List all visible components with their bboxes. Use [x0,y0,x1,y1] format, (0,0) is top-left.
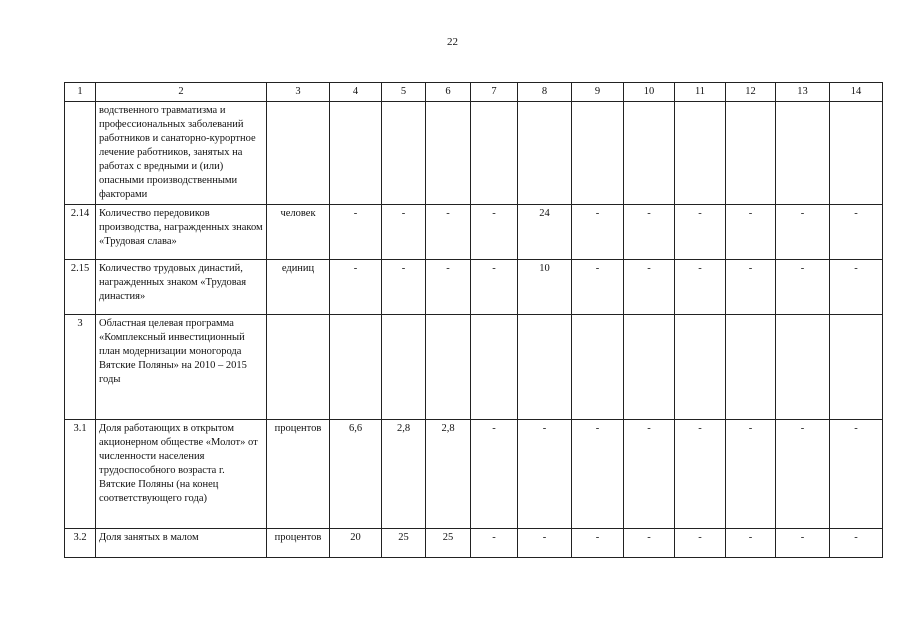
value-cell: - [426,205,471,260]
value-cell [518,102,572,205]
value-cell: - [830,260,883,315]
value-cell [624,102,675,205]
value-cell: - [471,260,518,315]
value-cell [675,102,726,205]
value-cell: - [776,205,830,260]
value-cell: - [726,260,776,315]
header-cell: 6 [426,83,471,102]
value-cell: - [776,529,830,558]
row-number: 3.2 [65,529,96,558]
value-cell: 2,8 [382,420,426,529]
row-unit: человек [267,205,330,260]
value-cell: 25 [382,529,426,558]
value-cell: - [471,205,518,260]
header-cell: 14 [830,83,883,102]
row-number: 3.1 [65,420,96,529]
value-cell: - [675,529,726,558]
value-cell: 10 [518,260,572,315]
value-cell: - [382,205,426,260]
row-unit [267,315,330,420]
row-description: Областная целевая программа «Комплексный инвестиционный план модернизации моногорода Вятские Поляны» на 2010 – 2015 годы [96,315,267,420]
value-cell: - [726,420,776,529]
table-row [65,205,883,260]
value-cell: - [471,420,518,529]
value-cell [382,102,426,205]
header-cell: 7 [471,83,518,102]
value-cell: - [382,260,426,315]
value-cell [330,102,382,205]
value-cell: - [830,420,883,529]
table-row [65,315,883,420]
header-cell: 13 [776,83,830,102]
header-cell: 11 [675,83,726,102]
value-cell: - [624,420,675,529]
value-cell [776,315,830,420]
row-number: 3 [65,315,96,420]
value-cell: - [330,260,382,315]
row-description: Доля занятых в малом [96,529,267,558]
header-row [65,83,883,102]
row-description: водственного травматизма и профессиональных заболеваний работников и санаторно-курортное лечение работников, занятых на работах с вредными и (или) опасными производственными факторами [96,102,267,205]
value-cell: - [675,205,726,260]
value-cell: - [675,420,726,529]
header-cell: 2 [96,83,267,102]
value-cell [830,102,883,205]
value-cell: - [830,529,883,558]
value-cell [572,102,624,205]
value-cell: - [726,205,776,260]
table-row [65,529,883,558]
value-cell: - [471,529,518,558]
header-cell: 8 [518,83,572,102]
row-description: Доля работающих в открытом акционерном обществе «Молот» от численности населения трудоспособного возраста г. Вятские Поляны (на конец соответствующего года) [96,420,267,529]
page-number: 22 [447,36,458,48]
value-cell: - [426,260,471,315]
value-cell: 2,8 [426,420,471,529]
header-cell: 1 [65,83,96,102]
header-cell: 9 [572,83,624,102]
row-unit: процентов [267,420,330,529]
row-description: Количество передовиков производства, награжденных знаком «Трудовая слава» [96,205,267,260]
value-cell: 24 [518,205,572,260]
value-cell: - [675,260,726,315]
value-cell [830,315,883,420]
table-row [65,102,883,205]
value-cell: - [572,205,624,260]
value-cell: - [776,260,830,315]
value-cell [624,315,675,420]
row-unit: процентов [267,529,330,558]
value-cell: 20 [330,529,382,558]
value-cell [382,315,426,420]
value-cell: - [624,205,675,260]
indicators-table [64,82,883,558]
value-cell: - [572,529,624,558]
value-cell: 6,6 [330,420,382,529]
value-cell [471,315,518,420]
value-cell [572,315,624,420]
value-cell: - [572,420,624,529]
header-cell: 5 [382,83,426,102]
header-cell: 4 [330,83,382,102]
value-cell [726,315,776,420]
value-cell [426,315,471,420]
value-cell: - [726,529,776,558]
value-cell: - [624,260,675,315]
value-cell [471,102,518,205]
value-cell: - [572,260,624,315]
header-cell: 10 [624,83,675,102]
row-unit: единиц [267,260,330,315]
value-cell [330,315,382,420]
value-cell [776,102,830,205]
header-cell: 3 [267,83,330,102]
row-number: 2.14 [65,205,96,260]
row-description: Количество трудовых династий, награжденных знаком «Трудовая династия» [96,260,267,315]
table-row [65,260,883,315]
row-number [65,102,96,205]
value-cell: - [518,420,572,529]
value-cell [675,315,726,420]
row-unit [267,102,330,205]
value-cell: - [624,529,675,558]
table-row [65,420,883,529]
row-number: 2.15 [65,260,96,315]
header-cell: 12 [726,83,776,102]
value-cell [518,315,572,420]
value-cell [426,102,471,205]
value-cell: 25 [426,529,471,558]
value-cell: - [330,205,382,260]
value-cell: - [776,420,830,529]
value-cell [726,102,776,205]
value-cell: - [830,205,883,260]
value-cell: - [518,529,572,558]
